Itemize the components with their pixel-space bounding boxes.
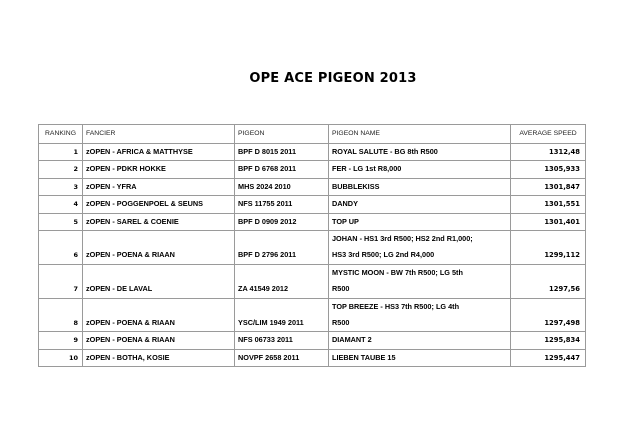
rank-cell: 5 [39, 213, 83, 230]
average-speed-cell: 1299,112 [511, 231, 586, 265]
pigeon-name-cell [329, 213, 511, 230]
average-speed-cell: 1297,56 [511, 264, 586, 298]
table-row [39, 161, 586, 178]
pigeon-name-cell [329, 264, 511, 298]
pigeon-name-line: BUBBLEKISS [332, 181, 380, 191]
rank-cell: 10 [39, 349, 83, 366]
pigeon-name-line: HS3 3rd R500; LG 2nd R4,000 [332, 250, 435, 260]
pigeon-cell: ZA 41549 2012 [235, 264, 329, 298]
rank-cell: 4 [39, 196, 83, 213]
fancier-cell: zOPEN - POENA & RIAAN [83, 332, 235, 349]
rank-cell: 6 [39, 231, 83, 265]
average-speed-cell: 1301,551 [511, 196, 586, 213]
pigeon-name-line: R500 [332, 284, 350, 294]
rank-cell: 2 [39, 161, 83, 178]
rank-cell: 7 [39, 264, 83, 298]
pigeon-cell: NFS 06733 2011 [235, 332, 329, 349]
table-row [39, 196, 586, 213]
pigeon-name-cell [329, 196, 511, 213]
fancier-cell: zOPEN - POENA & RIAAN [83, 298, 235, 332]
average-speed-cell: 1312,48 [511, 144, 586, 161]
pigeon-name-cell [329, 298, 511, 332]
table-row [39, 144, 586, 161]
average-speed-cell: 1305,933 [511, 161, 586, 178]
table-row [39, 298, 586, 332]
pigeon-name-line: DIAMANT 2 [332, 335, 372, 345]
pigeon-name-line: FER - LG 1st R8,000 [332, 164, 402, 174]
pigeon-name-line: ROYAL SALUTE - BG 8th R500 [332, 147, 438, 156]
pigeon-cell: NOVPF 2658 2011 [235, 349, 329, 366]
header-row [39, 125, 586, 144]
pigeon-cell: BPF D 2796 2011 [235, 231, 329, 265]
rank-cell: 9 [39, 332, 83, 349]
header-ranking: RANKING [39, 125, 83, 144]
pigeon-name-line: MYSTIC MOON - BW 7th R500; LG 5th [332, 267, 463, 277]
fancier-cell: zOPEN - DE LAVAL [83, 264, 235, 298]
table-row [39, 264, 586, 298]
rank-cell: 8 [39, 298, 83, 332]
pigeon-name-line: TOP UP [332, 216, 359, 226]
pigeon-cell: NFS 11755 2011 [235, 196, 329, 213]
pigeon-cell: BPF D 8015 2011 [235, 144, 329, 161]
pigeon-name-cell [329, 144, 511, 161]
pigeon-name-cell [329, 178, 511, 195]
average-speed-cell: 1297,498 [511, 298, 586, 332]
header-pigeon: PIGEON [235, 125, 329, 144]
average-speed-cell: 1295,834 [511, 332, 586, 349]
table-row [39, 178, 586, 195]
average-speed-cell: 1295,447 [511, 349, 586, 366]
average-speed-cell: 1301,847 [511, 178, 586, 195]
pigeon-name-line: DANDY [332, 199, 358, 209]
rank-cell: 1 [39, 144, 83, 161]
table-row [39, 332, 586, 349]
pigeon-cell: BPF D 0909 2012 [235, 213, 329, 230]
pigeon-name-cell [329, 161, 511, 178]
pigeon-name-line: LIEBEN TAUBE 15 [332, 352, 396, 362]
pigeon-cell: MHS 2024 2010 [235, 178, 329, 195]
table-row [39, 349, 586, 366]
fancier-cell: zOPEN - SAREL & COENIE [83, 213, 235, 230]
header-fancier: FANCIER [83, 125, 235, 144]
header-pigeon-name: PIGEON NAME [329, 125, 511, 144]
pigeon-cell: BPF D 6768 2011 [235, 161, 329, 178]
header-average-speed: AVERAGE SPEED [511, 125, 586, 144]
pigeon-name-line: R500 [332, 318, 350, 328]
pigeon-name-cell [329, 332, 511, 349]
fancier-cell: zOPEN - AFRICA & MATTHYSE [83, 144, 235, 161]
pigeon-name-cell [329, 349, 511, 366]
average-speed-cell: 1301,401 [511, 213, 586, 230]
fancier-cell: zOPEN - YFRA [83, 178, 235, 195]
rank-cell: 3 [39, 178, 83, 195]
fancier-cell: zOPEN - POENA & RIAAN [83, 231, 235, 265]
pigeon-cell: YSC/LIM 1949 2011 [235, 298, 329, 332]
fancier-cell: zOPEN - PDKR HOKKE [83, 161, 235, 178]
table-row [39, 231, 586, 265]
pigeon-name-line: TOP BREEZE - HS3 7th R500; LG 4th [332, 301, 460, 311]
page-title [0, 71, 630, 86]
pigeon-name-cell [329, 231, 511, 265]
fancier-cell: zOPEN - POGGENPOEL & SEUNS [83, 196, 235, 213]
pigeon-name-line: JOHAN - HS1 3rd R500; HS2 2nd R1,000; [332, 234, 473, 244]
results-table [38, 124, 586, 367]
table-row [39, 213, 586, 230]
title-text: OPE ACE PIGEON 2013 [249, 71, 417, 86]
fancier-cell: zOPEN - BOTHA, KOSIE [83, 349, 235, 366]
